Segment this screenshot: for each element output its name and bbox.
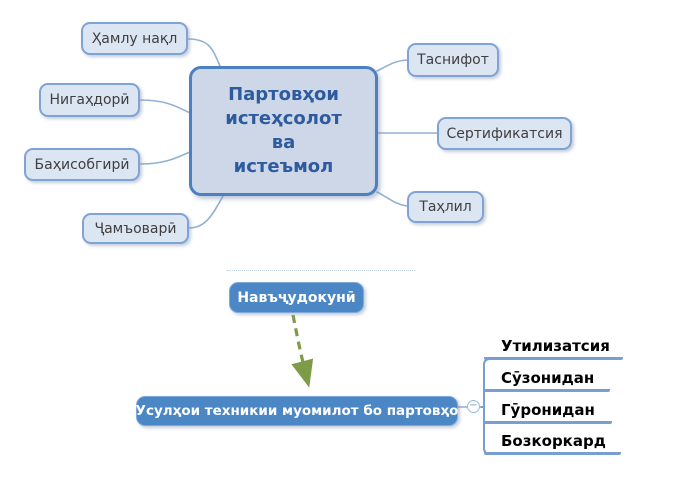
topic-label: Усулҳои техникии муомилот бо партовҳо — [135, 403, 459, 419]
method-item-bozkorkard[interactable] — [484, 431, 621, 455]
connector-nigahdori — [140, 100, 190, 113]
dotted-guide-line — [227, 270, 415, 271]
method-item-utilizatsiya[interactable] — [484, 336, 623, 360]
topic-label: Баҳисобгирӣ — [34, 156, 130, 173]
topic-sertifikatsiya[interactable] — [437, 117, 572, 150]
method-item-guronidan[interactable] — [484, 400, 612, 424]
central-topic-label: ва — [271, 132, 296, 153]
connector-tahlil — [377, 192, 407, 206]
connector-bahisobgiri — [140, 152, 190, 164]
method-item-suzonidan[interactable] — [484, 368, 610, 392]
connector-jamovari — [189, 196, 223, 228]
topic-label: Сертификатсия — [446, 125, 563, 142]
topic-label: Ҳамлу нақл — [91, 30, 178, 47]
method-item-label: Гӯронидан — [501, 401, 595, 419]
central-topic-label: истеъмол — [233, 155, 334, 177]
topic-label: Таҳлил — [419, 199, 472, 215]
topic-label: Навъҷудокунӣ — [237, 289, 356, 306]
collapse-icon[interactable]: − — [467, 400, 480, 413]
topic-label: Ҷамъоварӣ — [94, 220, 177, 237]
topic-tasnifot[interactable] — [407, 43, 499, 77]
central-topic-label: Партовҳои — [228, 84, 339, 106]
topic-label: Нигаҳдорӣ — [49, 92, 130, 108]
topic-bahisobgiri[interactable] — [24, 148, 140, 181]
topic-label: Таснифот — [417, 52, 489, 68]
dashed-arrow-link — [293, 315, 308, 383]
method-item-label: Бозкоркард — [501, 432, 606, 450]
topic-hamlu-naql[interactable] — [81, 22, 188, 55]
method-item-label: Утилизатсия — [501, 337, 610, 355]
topic-jamovari[interactable] — [82, 213, 189, 244]
topic-nigahdori[interactable] — [39, 83, 140, 117]
method-item-label: Сӯзонидан — [501, 369, 595, 387]
connector-hamlu-naql — [188, 39, 220, 66]
topic-navjudokuni[interactable] — [229, 282, 364, 313]
central-topic[interactable] — [189, 66, 378, 196]
topic-tahlil[interactable] — [407, 191, 484, 223]
connector-tasnifot — [377, 60, 407, 71]
topic-methods[interactable] — [136, 396, 458, 426]
central-topic-label: истеҳсолот — [225, 108, 342, 130]
